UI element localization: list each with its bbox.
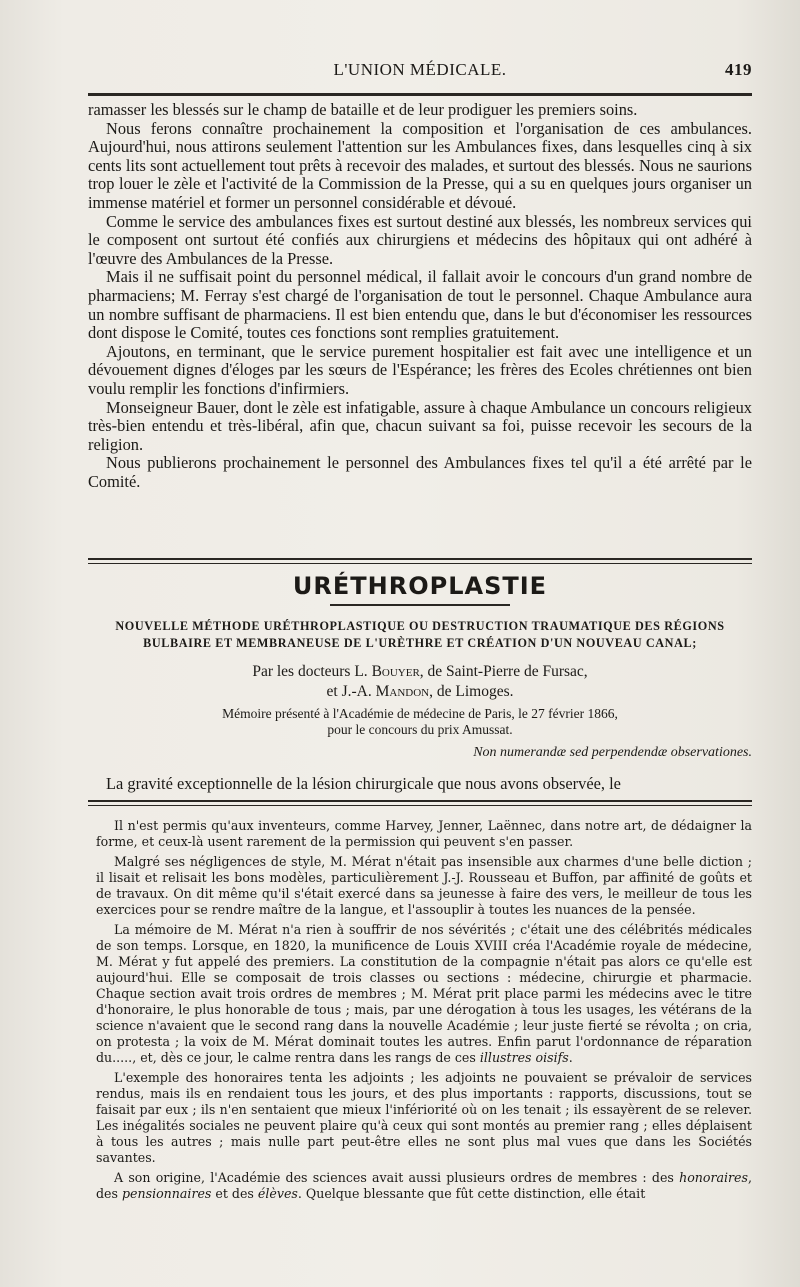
paragraph: Il n'est permis qu'aux inventeurs, comme Harvey, Jenner, Laënnec, dans notre art, de dédaigner la forme, et ceux-là usent rarement de la permission qui peuvent s'en passer.	[96, 818, 752, 849]
feuilleton-separator	[88, 800, 752, 806]
author-line	[88, 662, 752, 682]
paragraph: Ajoutons, en terminant, que le service purement hospitalier est fait avec une intelligence et un dévouement dignes d'éloges par les sœurs de l'Espérance; les frères des Ecoles chrétiennes ont bien voulu remplir les fonctions d'infirmiers.	[88, 341, 752, 398]
text-run: . Quelque blessante que fût cette distinction, elle était	[297, 1186, 646, 1201]
italic-text: honoraires	[679, 1170, 748, 1185]
epigraph: Non numerandæ sed perpendendæ observationes.	[473, 745, 752, 760]
ambulances-article-text	[88, 101, 752, 491]
subtitle-line: NOUVELLE MÉTHODE URÉTHROPLASTIQUE OU DESTRUCTION TRAUMATIQUE DES RÉGIONS	[115, 619, 725, 633]
text-run: A son origine, l'Académie des sciences avait aussi plusieurs ordres de membres : des	[114, 1170, 680, 1185]
running-header	[88, 60, 752, 86]
text-run: , des	[96, 1170, 752, 1201]
paragraph: L'exemple des honoraires tenta les adjoints ; les adjoints ne pouvaient se prévaloir de services rendus, mais ils en rendaient tous les jours, et des plus importants : rapports, discussions, tout se faisait par eux ; ils n'en sentaient que mieux l'infériorité où on les tenait ; ils essayèrent de se relever. Les inégalités sociales ne peuvent plaire qu'à ceux qui sont montés au premier rang ; elles déplaisent à tous les autres ; mais nulle part peut-être elles ne sont plus mal vues que dans les Sociétés savantes.	[96, 1070, 752, 1165]
author-prefix: et J.-A.	[326, 683, 372, 700]
memoire-line: Mémoire présenté à l'Académie de médecine de Paris, le 27 février 1866,	[222, 706, 618, 721]
article-authors	[88, 662, 752, 702]
paragraph: Nous ferons connaître prochainement la composition et l'organisation de ces ambulances. Aujourd'hui, nous attirons seulement l'attention sur les Ambulances fixes, dans lesquelles cinq à six cents lits sont actuellement tout prêts à recevoir des malades, et surtout des blessés. Nous ne saurions trop louer le zèle et l'activité de la Commission de la Presse, qui a su en quelques jours organiser un immense matériel et former un personnel considérable et dévoué.	[88, 118, 752, 212]
italic-text: illustres oisifs	[479, 1050, 569, 1065]
author-name: Mandon	[375, 683, 430, 700]
page-number: 419	[725, 60, 752, 79]
subtitle-line: BULBAIRE ET MEMBRANEUSE DE L'URÈTHRE ET CRÉATION D'UN NOUVEAU CANAL;	[143, 636, 697, 650]
paragraph	[96, 1170, 752, 1202]
author-name: Bouyer	[371, 663, 420, 680]
author-location: , de Saint-Pierre de Fursac,	[419, 663, 588, 680]
feuilleton-text	[96, 818, 752, 1206]
text-run: La mémoire de M. Mérat n'a rien à souffrir de nos sévérités ; c'était une des célébrités médicales de son temps. Lorsque, en 1820, la munificence de Louis XVIII créa l'Académie royale de médecine, M. Mérat y fut appelé des premiers. La constitution de la compagnie n'était pas alors ce qu'elle est aujourd'hui. Elle se composait de trois classes ou sections : médecine, chirurgie et pharmacie. Chaque section avait trois ordres de membres ; M. Mérat prit place parmi les médecins avec le titre d'honoraire, le plus honorable de tous ; mais, par une dérogation à tous les usages, les vétérans de la science n'avaient que le second rang dans la nouvelle Académie ; leur juste fierté se révolta ; on cria, on protesta ; la voix de M. Mérat dominait toutes les autres. Enfin parut l'ordonnance de réparation du....., et, dès ce jour, le calme rentra dans les rangs de ces	[96, 922, 752, 1065]
header-rule	[88, 93, 752, 96]
author-location: , de Limoges.	[429, 683, 514, 700]
italic-text: élèves	[257, 1186, 298, 1201]
article-lead-line: La gravité exceptionnelle de la lésion chirurgicale que nous avons observée, le	[106, 774, 621, 793]
author-prefix: Par les docteurs L.	[252, 663, 368, 680]
text-run: et des	[211, 1186, 258, 1201]
section-separator	[88, 558, 752, 564]
author-line	[88, 682, 752, 702]
paragraph	[96, 922, 752, 1066]
paragraph: ramasser les blessés sur le champ de bataille et de leur prodiguer les premiers soins.	[88, 100, 638, 119]
paragraph: Monseigneur Bauer, dont le zèle est infatigable, assure à chaque Ambulance un concours religieux très-bien entendu et très-libéral, afin que, chacun suivant sa foi, puisse recevoir les secours de la religion.	[88, 397, 752, 454]
article-title: URÉTHROPLASTIE	[292, 572, 548, 600]
journal-title: L'UNION MÉDICALE.	[333, 60, 507, 79]
paragraph: Malgré ses négligences de style, M. Mérat n'était pas insensible aux charmes d'une belle diction ; il lisait et relisait les bons modèles, particulièrement J.-J. Rousseau et Buffon, par affinité de goûts et de travaux. On dit même qu'il s'était exercé dans sa jeunesse à faire des vers, le meilleur de tous les exercices pour se rendre maître de la langue, et l'assouplir à toutes les nuances de la pensée.	[96, 854, 752, 917]
paragraph: Comme le service des ambulances fixes est surtout destiné aux blessés, les nombreux services qui le composent ont surtout été confiés aux chirurgiens et médecins des hôpitaux qui ont adhéré à l'œuvre des Ambulances de la Presse.	[88, 211, 752, 268]
memoire-line: pour le concours du prix Amussat.	[327, 722, 513, 737]
italic-text: pensionnaires	[121, 1186, 212, 1201]
article-subtitle	[88, 618, 752, 652]
paragraph: Nous publierons prochainement le personnel des Ambulances fixes tel qu'il a été arrêté par le Comité.	[88, 453, 752, 491]
paragraph: Mais il ne suffisait point du personnel médical, il fallait avoir le concours d'un grand nombre de pharmaciens; M. Ferray s'est chargé de l'organisation de tout le personnel. Chaque Ambulance aura un nombre suffisant de pharmaciens. Il est bien entendu que, dans le but d'économiser les ressources dont dispose le Comité, toutes ces fonctions sont remplies gratuitement.	[88, 267, 752, 343]
title-underline	[330, 604, 510, 606]
memoire-note	[88, 706, 752, 738]
text-run: .	[568, 1050, 573, 1065]
